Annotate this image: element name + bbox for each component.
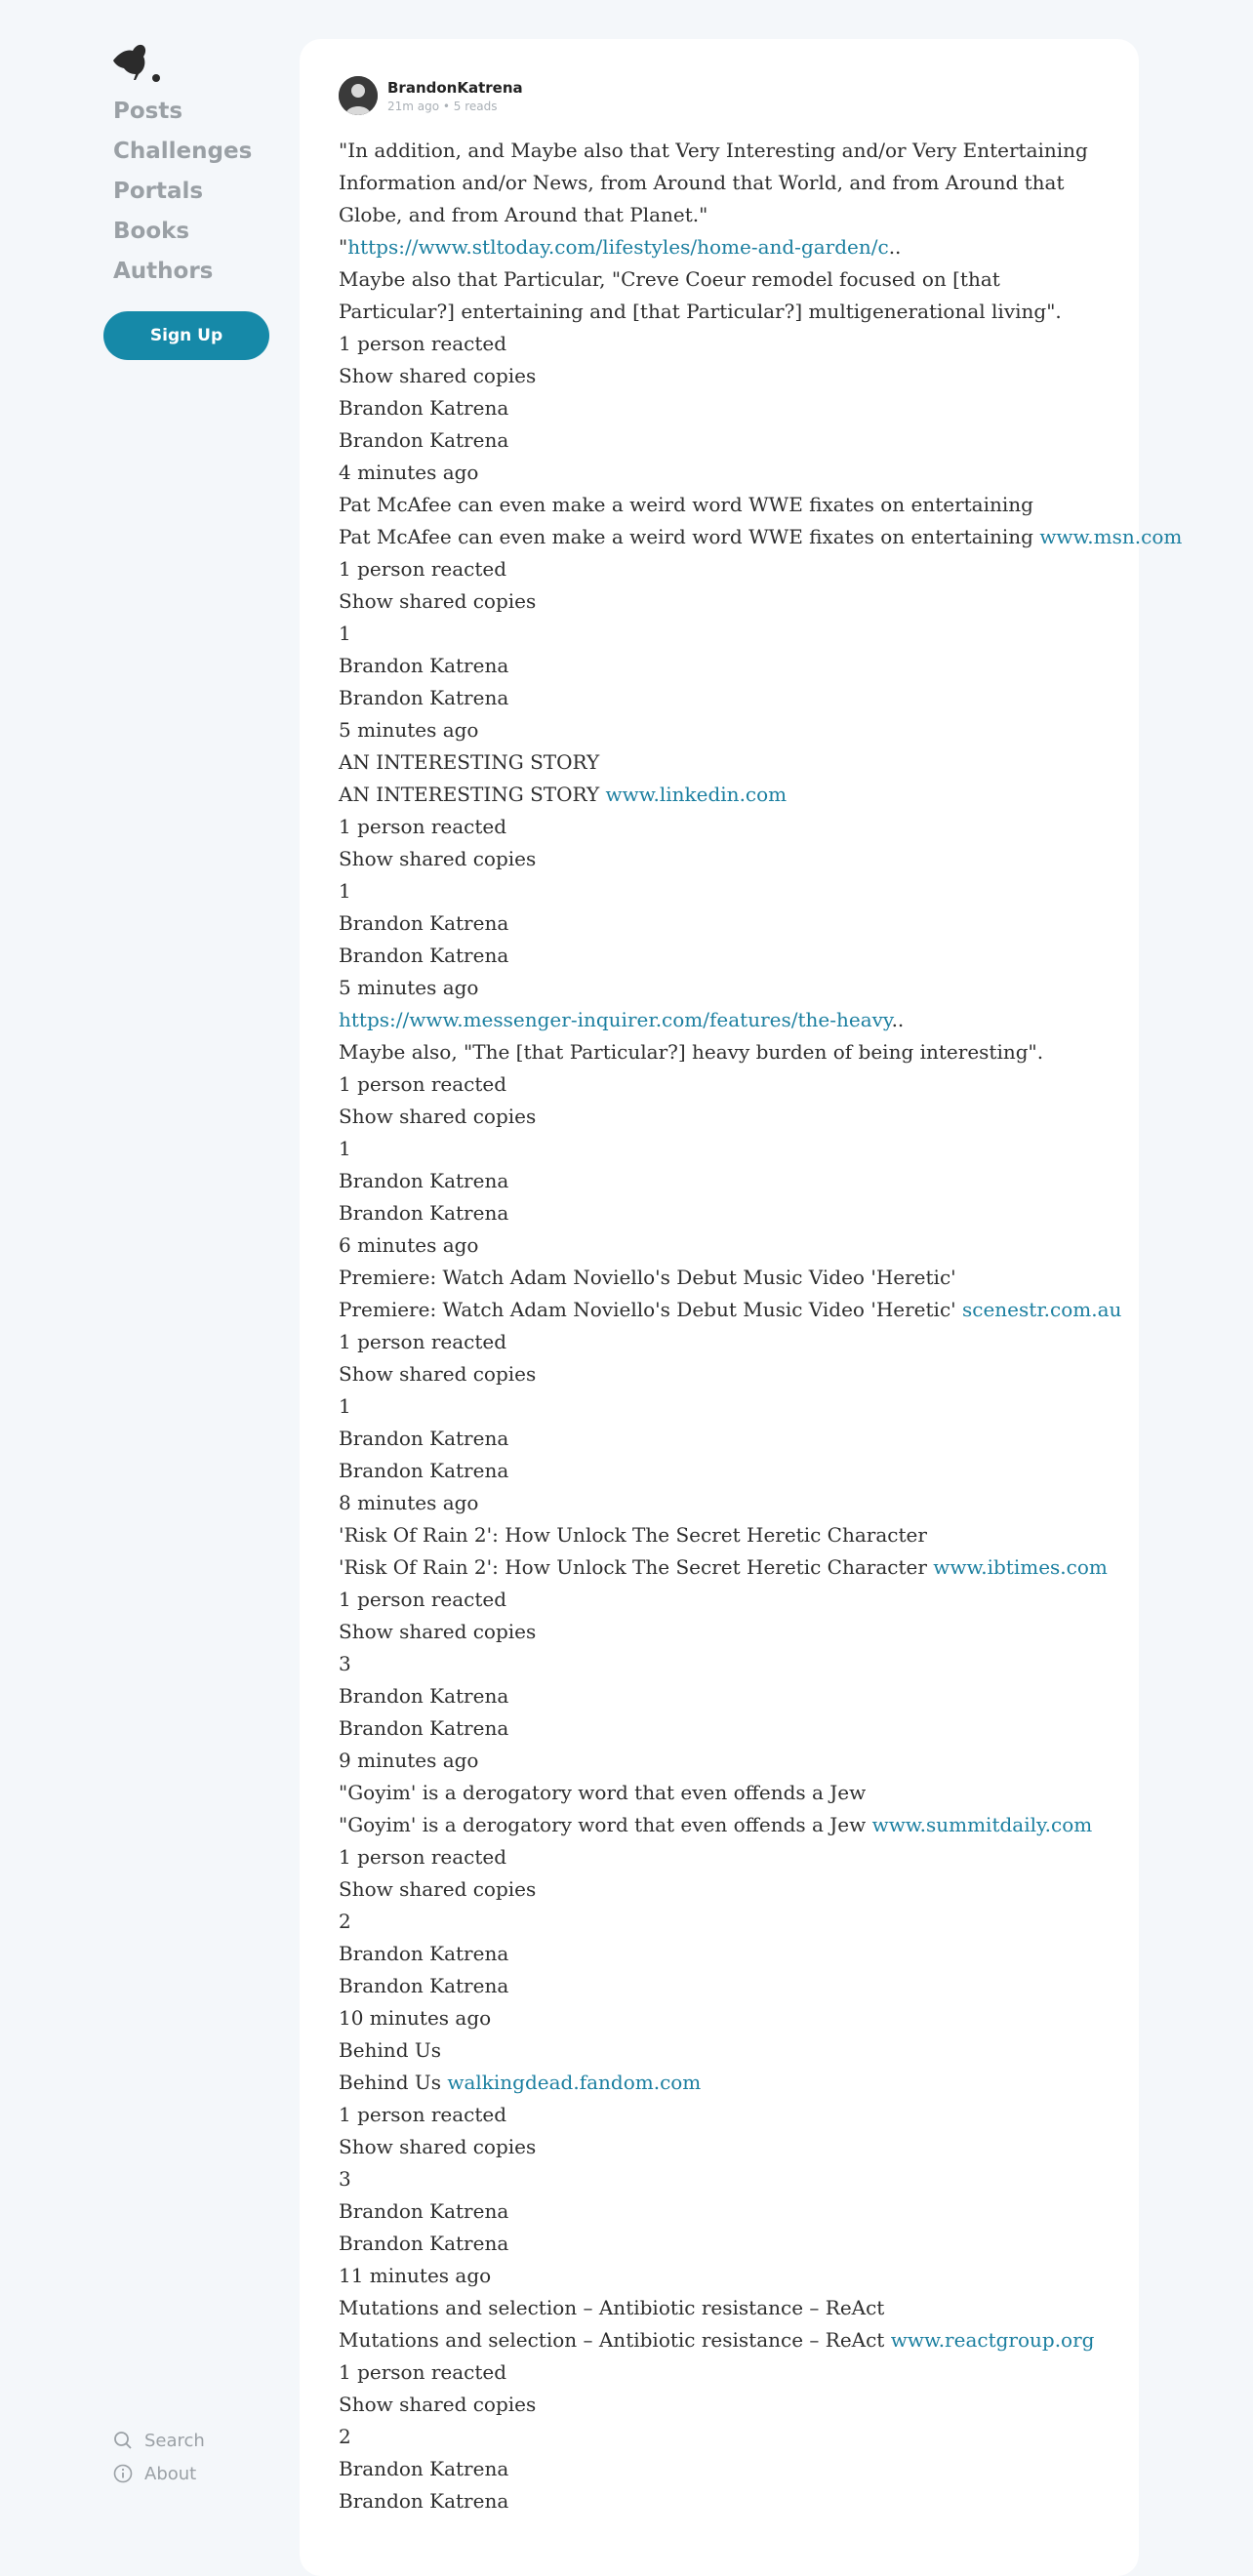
- entry-author: Brandon Katrena: [339, 1974, 509, 1997]
- entry-summary: [339, 779, 1100, 811]
- shared-count: 3: [339, 2167, 351, 2191]
- entry-summary: [339, 2067, 1100, 2099]
- nav-authors[interactable]: Authors: [113, 259, 214, 284]
- show-shared-copies[interactable]: Show shared copies: [339, 364, 537, 387]
- post-author: [339, 76, 523, 115]
- reaction-count[interactable]: 1 person reacted: [339, 1330, 507, 1353]
- entry-summary-text: "Goyim' is a derogatory word that even offends a Jew: [339, 1813, 872, 1836]
- entry-summary-text: Premiere: Watch Adam Noviello's Debut Music Video 'Heretic': [339, 1298, 962, 1321]
- reaction-count[interactable]: 1 person reacted: [339, 1588, 507, 1611]
- shared-count: 1: [339, 1137, 351, 1160]
- about-link[interactable]: [113, 2457, 205, 2490]
- entry-author: Brandon Katrena: [339, 944, 509, 967]
- about-label: About: [144, 2463, 197, 2484]
- show-shared-copies[interactable]: Show shared copies: [339, 847, 537, 870]
- entry-author: Brandon Katrena: [339, 1459, 509, 1482]
- entry-time: 5 minutes ago: [339, 976, 479, 999]
- entry-author[interactable]: Brandon Katrena: [339, 1684, 509, 1708]
- nav-books[interactable]: Books: [113, 219, 190, 244]
- quote-paragraph: Maybe also that Particular, "Creve Coeur remodel focused on [that Particular?] entertaining and [that Particular?] multigenerational living".: [339, 267, 1062, 323]
- search-icon: [113, 2431, 133, 2450]
- entry-domain-link[interactable]: www.linkedin.com: [605, 783, 788, 806]
- entry-time: 8 minutes ago: [339, 1491, 479, 1514]
- main-nav: [103, 92, 279, 292]
- avatar-figure-icon: [339, 76, 378, 115]
- entry-title: Premiere: Watch Adam Noviello's Debut Music Video 'Heretic': [339, 1266, 956, 1289]
- author-name[interactable]: BrandonKatrena: [387, 78, 523, 97]
- entry-summary: [339, 521, 1183, 553]
- shared-count: 1: [339, 622, 351, 645]
- shared-count: 2: [339, 2425, 351, 2448]
- entry-title: Mutations and selection – Antibiotic resistance – ReAct: [339, 2296, 885, 2319]
- stltoday-link[interactable]: https://www.stltoday.com/lifestyles/home-and-garden/c: [347, 235, 889, 259]
- reaction-count[interactable]: 1 person reacted: [339, 557, 507, 581]
- reaction-count[interactable]: 1 person reacted: [339, 815, 507, 838]
- reaction-count[interactable]: 1 person reacted: [339, 1845, 507, 1869]
- entry-summary: [339, 2324, 1100, 2356]
- intro-paragraph: "In addition, and Maybe also that Very Interesting and/or Very Entertaining Information and/or News, from Around that World, and from Around that Globe, and from Around that Planet.": [339, 139, 1088, 226]
- reaction-count[interactable]: 1 person reacted: [339, 2103, 507, 2126]
- show-shared-copies[interactable]: Show shared copies: [339, 2135, 537, 2158]
- entry-time: 5 minutes ago: [339, 718, 479, 742]
- nav-posts[interactable]: Posts: [113, 99, 183, 124]
- entry-author: Brandon Katrena: [339, 2489, 509, 2513]
- link-prefix: ": [339, 235, 348, 259]
- entry-time: 11 minutes ago: [339, 2264, 492, 2287]
- link-suffix: ..: [891, 1008, 905, 1031]
- entry-title: AN INTERESTING STORY: [339, 750, 600, 774]
- entry-author[interactable]: Brandon Katrena: [339, 911, 509, 935]
- entry-domain-link[interactable]: walkingdead.fandom.com: [447, 2071, 702, 2094]
- entry-author: Brandon Katrena: [339, 428, 509, 452]
- link-suffix: ..: [888, 235, 902, 259]
- entry-author: Brandon Katrena: [339, 1716, 509, 1740]
- reaction-count[interactable]: 1 person reacted: [339, 1072, 507, 1096]
- reaction-count[interactable]: 1 person reacted: [339, 332, 507, 355]
- sidebar: [103, 41, 279, 360]
- nav-portals[interactable]: Portals: [113, 179, 204, 204]
- post-card: [300, 39, 1183, 2576]
- entry-author[interactable]: Brandon Katrena: [339, 1169, 509, 1192]
- entry-author[interactable]: Brandon Katrena: [339, 1942, 509, 1965]
- entry-title: "Goyim' is a derogatory word that even offends a Jew: [339, 1781, 867, 1804]
- entry-link-line: [339, 1004, 1100, 1036]
- show-shared-copies[interactable]: Show shared copies: [339, 1620, 537, 1643]
- entry-author[interactable]: Brandon Katrena: [339, 396, 509, 420]
- shared-count: 1: [339, 879, 351, 903]
- search-label: Search: [144, 2430, 205, 2451]
- entry-author: Brandon Katrena: [339, 1201, 509, 1225]
- post-meta: 21m ago • 5 reads: [387, 99, 498, 113]
- entry-summary: [339, 1294, 1122, 1326]
- entry-time: 6 minutes ago: [339, 1233, 479, 1257]
- nav-challenges[interactable]: Challenges: [113, 139, 253, 164]
- entry-author: Brandon Katrena: [339, 2232, 509, 2255]
- entry-author[interactable]: Brandon Katrena: [339, 654, 509, 677]
- entry-title: 'Risk Of Rain 2': How Unlock The Secret Heretic Character: [339, 1523, 927, 1547]
- entry-title: Behind Us: [339, 2038, 441, 2062]
- search-link[interactable]: [113, 2424, 205, 2457]
- messenger-inquirer-link[interactable]: https://www.messenger-inquirer.com/features/the-heavy: [339, 1008, 892, 1031]
- shared-count: 2: [339, 1910, 351, 1933]
- info-icon: [113, 2464, 133, 2483]
- entry-summary-text: Behind Us: [339, 2071, 448, 2094]
- post-body: [339, 135, 1183, 2517]
- crow-logo-icon[interactable]: [109, 41, 164, 86]
- show-shared-copies[interactable]: Show shared copies: [339, 1877, 537, 1901]
- entry-domain-link[interactable]: www.summitdaily.com: [871, 1813, 1093, 1836]
- shared-count: 3: [339, 1652, 351, 1675]
- entry-time: 4 minutes ago: [339, 461, 479, 484]
- author-meta: [387, 79, 523, 113]
- entry-summary: Maybe also, "The [that Particular?] heavy burden of being interesting".: [339, 1040, 1044, 1064]
- show-shared-copies[interactable]: Show shared copies: [339, 1362, 537, 1386]
- entry-summary: [339, 1551, 1108, 1584]
- show-shared-copies[interactable]: Show shared copies: [339, 1105, 537, 1128]
- show-shared-copies[interactable]: Show shared copies: [339, 2393, 537, 2416]
- entry-author: Brandon Katrena: [339, 686, 509, 709]
- link-line: [339, 231, 1100, 263]
- entry-domain-link[interactable]: scenestr.com.au: [962, 1298, 1122, 1321]
- show-shared-copies[interactable]: Show shared copies: [339, 589, 537, 613]
- entry-author[interactable]: Brandon Katrena: [339, 2457, 509, 2480]
- entry-summary-text: 'Risk Of Rain 2': How Unlock The Secret Heretic Character: [339, 1555, 934, 1579]
- sign-up-button[interactable]: Sign Up: [103, 311, 269, 360]
- entry-author[interactable]: Brandon Katrena: [339, 1427, 509, 1450]
- entry-domain-link[interactable]: www.ibtimes.com: [933, 1555, 1108, 1579]
- shared-count: 1: [339, 1394, 351, 1418]
- sidebar-footer: [113, 2424, 205, 2490]
- entry-author[interactable]: Brandon Katrena: [339, 2199, 509, 2223]
- avatar[interactable]: [339, 76, 378, 115]
- reaction-count[interactable]: 1 person reacted: [339, 2360, 507, 2384]
- entry-summary-text: AN INTERESTING STORY: [339, 783, 606, 806]
- entry-time: 10 minutes ago: [339, 2006, 492, 2030]
- entry-domain-link[interactable]: www.reactgroup.org: [890, 2328, 1095, 2352]
- entry-domain-link[interactable]: www.msn.com: [1039, 525, 1183, 548]
- entry-time: 9 minutes ago: [339, 1749, 479, 1772]
- entry-summary-text: Mutations and selection – Antibiotic resistance – ReAct: [339, 2328, 891, 2352]
- entry-summary-text: Pat McAfee can even make a weird word WWE fixates on entertaining: [339, 525, 1040, 548]
- entry-summary: [339, 1809, 1100, 1841]
- entry-title: Pat McAfee can even make a weird word WWE fixates on entertaining: [339, 493, 1033, 516]
